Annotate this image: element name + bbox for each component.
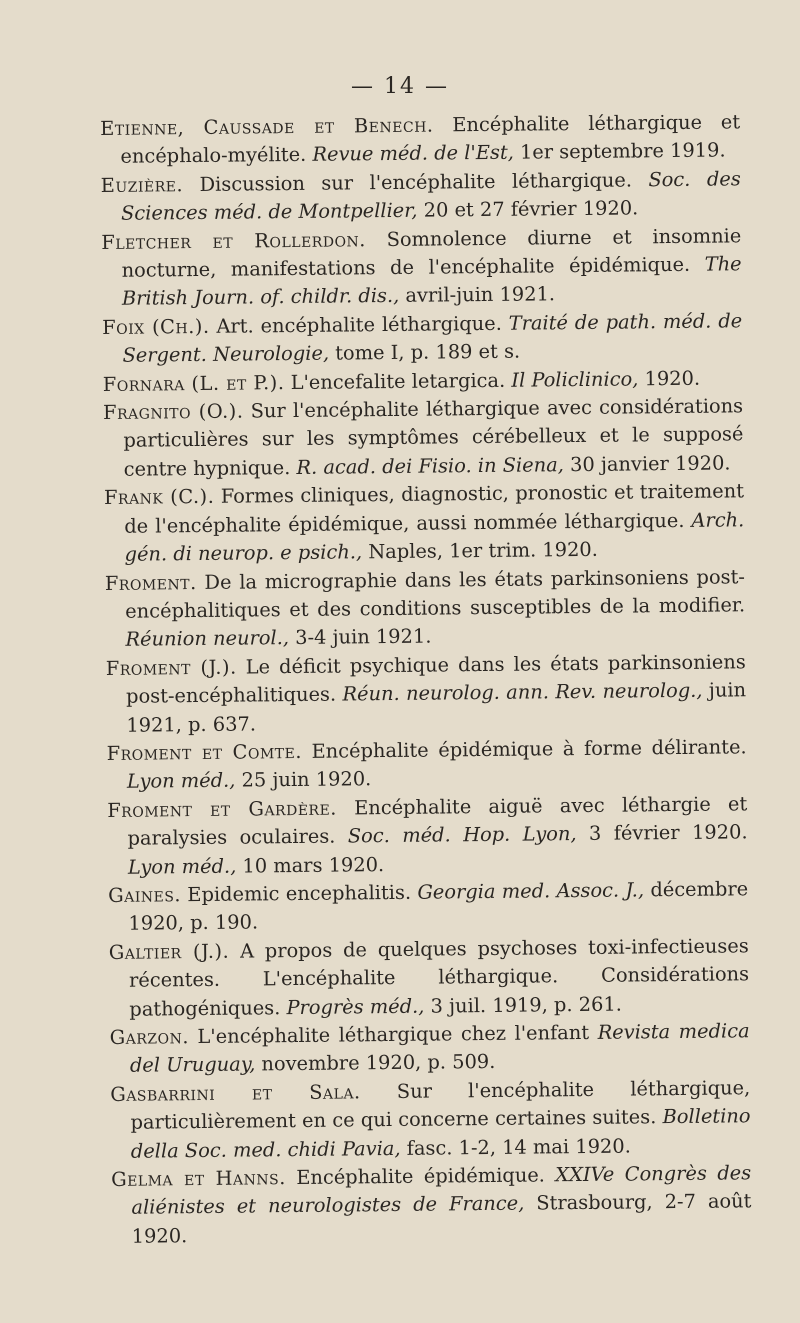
entry-details: décembre 1920, p. 190. [128,877,749,936]
bibliography-entry [110,1074,751,1166]
entry-details: fasc. 1-2, 14 mai 1920. [400,1134,631,1160]
entry-source: Soc. des Sciences méd. de Montpellier, [120,167,741,226]
entry-title: Le déficit psychique dans les états parkinsoniens post-encéphalitiques. [125,649,746,708]
entry-source: Progrès méd., [286,994,425,1019]
entry-details: 3 février 1920. [576,820,748,846]
entry-source: Arch. gén. di neurop. e psich., [124,507,745,566]
bibliography-entry [105,563,746,655]
entry-details: 30 janvier 1920. [563,451,731,477]
entry-details-2: 10 mars 1920. [236,852,385,878]
entry-author: Gaines. [108,883,182,907]
entry-details: avril-juin 1921. [399,282,556,308]
bibliography-entry [100,108,741,172]
entry-title: Sur l'encéphalite léthargique, particulièrement en ce qui concerne certaines suites. [130,1076,751,1134]
entry-source: Lyon méd., [126,768,236,794]
entry-source: Traité de path. méd. de Sergent. Neurologie, [122,309,743,368]
entry-title: Formes cliniques, diagnostic, pronostic et traitement de l'encéphalite épidémique, aussi nommée léthargique. [124,479,745,538]
entry-title: Somnolence diurne et insomnie nocturne, manifestations de l'encéphalite épidémique. [121,223,742,282]
bibliography-entry [106,648,747,740]
page-number: — 14 — [351,74,449,99]
entry-author: Fragnito (O.). [102,399,244,425]
entry-author: Etienne, Caussade et Benech. [100,113,434,140]
entry-source: Il Policlinico, [511,367,639,392]
entry-details: Strasbourg, 2-7 août 1920. [131,1189,752,1248]
entry-title: A propos de quelques psychoses toxi-infectieuses récentes. L'encéphalite léthargique. Considérations pathogéniques. [128,934,750,1021]
entry-title: Discussion sur l'encéphalite léthargique. [182,168,649,196]
entry-author: Foix (Ch.). [102,314,210,339]
entry-author: Froment et Comte. [106,739,303,765]
entry-title: Encéphalite épidémique à forme délirante. [301,735,747,763]
entry-title: Epidemic encephalitis. [180,880,418,907]
bibliography-entry [103,392,744,484]
entry-author: Fornara (L. et P.). [102,370,285,396]
entry-author: Froment. [104,570,197,595]
entry-author: Gelma et Hanns. [111,1166,286,1191]
entry-source: R. acad. dei Fisio. in Siena, [296,453,564,479]
bibliography-entry [101,165,742,229]
bibliography-entry [107,733,748,797]
entry-source: The British Journ. of. childr. dis., [121,252,742,311]
entry-source: Réun. neurolog. ann. Rev. neurolog., [342,678,703,706]
entry-source: Revista medica del Uruguay, [129,1019,750,1078]
bibliography-entry [104,478,745,570]
bibliography-list [100,108,752,1251]
entry-title: Art. encéphalite léthargique. [209,311,509,338]
entry-title: Sur l'encéphalite léthargique avec considérations particulières sur les symptômes cérébelleux et le supposé centre hypnique. [123,394,744,481]
bibliography-entry [110,1017,751,1081]
entry-title: Encéphalite épidémique. [285,1163,556,1190]
entry-source: Réunion neurol., [125,626,290,652]
entry-author: Galtier (J.). [108,939,230,964]
bibliography-entry [101,222,742,314]
bibliography-entry [107,790,748,882]
entry-details: 3-4 juin 1921. [288,624,432,650]
entry-source: Soc. méd. Hop. Lyon, [347,822,577,848]
entry-source-2: Lyon méd., [127,854,237,879]
entry-source: Revue méd. de l'Est, [312,141,514,167]
entry-author: Froment (J.). [105,655,237,680]
entry-details: 25 juin 1920. [235,767,372,792]
entry-title: Encéphalite léthargique et encéphalo-myélite. [120,110,741,169]
entry-source: Bolletino della Soc. med. chidi Pavia, [130,1104,751,1163]
bibliography-entry [111,1159,752,1251]
entry-author: Fletcher et Rollerdon. [101,227,367,254]
entry-title: Encéphalite aiguë avec léthargie et paralysies oculaires. [127,792,748,850]
entry-source: Georgia med. Assoc. J., [417,878,645,904]
entry-author: Froment et Gardère. [107,796,338,822]
entry-author: Garzon. [109,1025,190,1049]
entry-author: Frank (C.). [103,485,215,510]
entry-details: Naples, 1er trim. 1920. [361,537,598,564]
entry-title: De la micrographie dans les états parkinsoniens post-encéphalitiques et des conditions susceptibles de la modifier. [125,564,746,623]
entry-details: 1920. [638,366,701,391]
entry-source: XXIVe Congrès des aliénistes et neurologistes de France, [131,1161,752,1220]
entry-details: 3 juil. 1919, p. 261. [424,992,623,1018]
entry-title: L'encéphalite léthargique chez l'enfant [188,1020,598,1049]
bibliography-entry [102,307,743,371]
entry-details: novembre 1920, p. 509. [255,1050,496,1076]
entry-details: 20 et 27 février 1920. [417,196,639,222]
entry-author: Euzière. [100,172,184,197]
entry-details: tome I, p. 189 et s. [328,339,521,365]
entry-author: Gasbarrini et Sala. [110,1080,361,1106]
bibliography-entry [108,875,749,939]
entry-details: 1er septembre 1919. [513,138,726,165]
entry-title: L'encefalite letargica. [284,368,512,394]
bibliography-entry [109,932,750,1024]
entry-details: juin 1921, p. 637. [126,678,747,737]
